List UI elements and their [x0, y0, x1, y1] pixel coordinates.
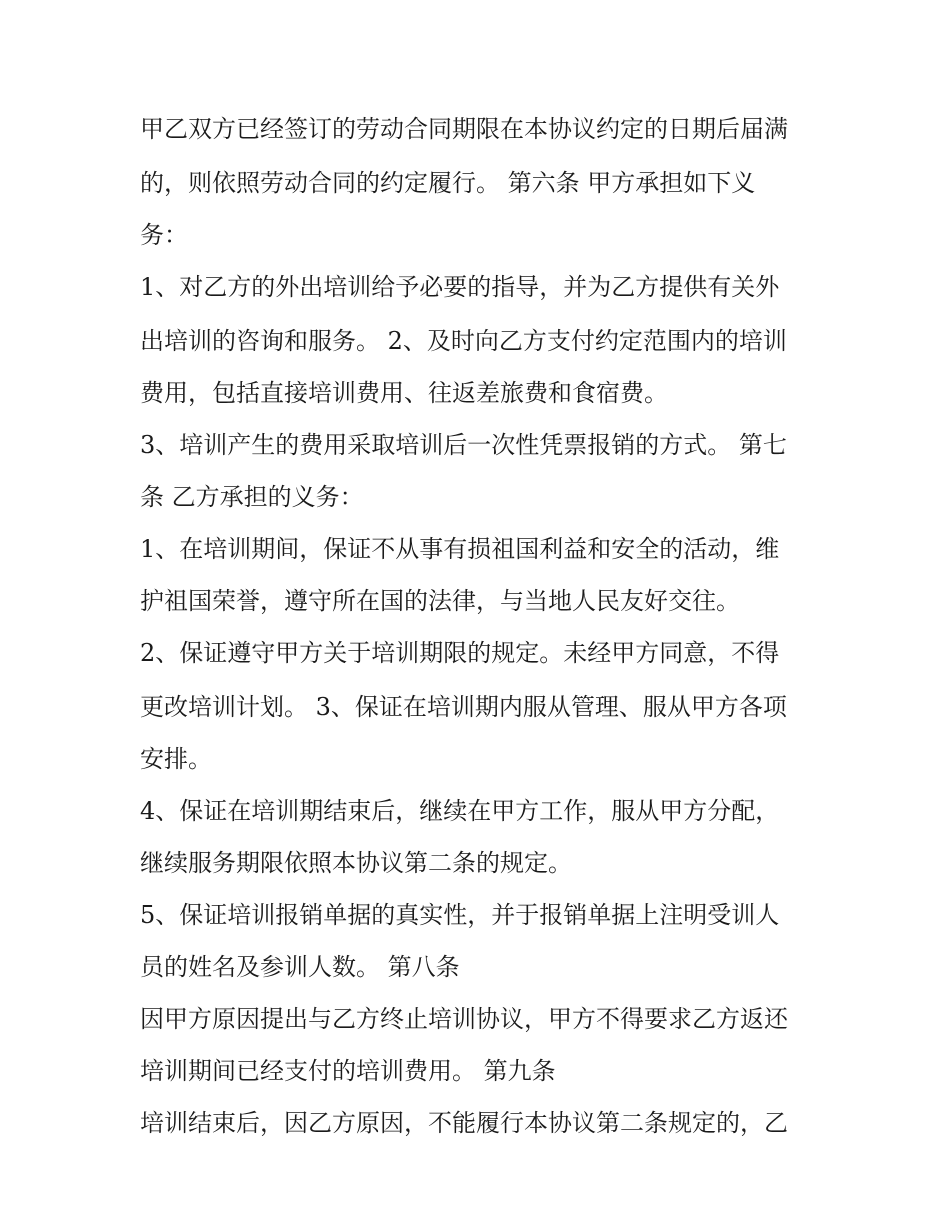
text-line: 继续服务期限依照本协议第二条的规定。: [140, 849, 572, 877]
text-line: 5、保证培训报销单据的真实性，并于报销单据上注明受训人: [140, 901, 780, 929]
text-line: 1、在培训期间，保证不从事有损祖国利益和安全的活动，维: [140, 535, 780, 563]
text-line: 2、保证遵守甲方关于培训期限的规定。未经甲方同意，不得: [140, 639, 780, 667]
text-line: 4、保证在培训期结束后，继续在甲方工作，服从甲方分配，: [140, 797, 780, 825]
text-line: 因甲方原因提出与乙方终止培训协议，甲方不得要求乙方返还: [140, 1005, 788, 1033]
text-line: 护祖国荣誉，遵守所在国的法律，与当地人民友好交往。: [140, 587, 740, 615]
text-line: 甲乙双方已经签订的劳动合同期限在本协议约定的日期后届满: [140, 115, 788, 143]
text-line: 1、对乙方的外出培训给予必要的指导，并为乙方提供有关外: [140, 273, 780, 301]
text-line: 费用，包括直接培训费用、往返差旅费和食宿费。: [140, 379, 668, 407]
text-line: 更改培训计划。 3、保证在培训期内服从管理、服从甲方各项: [140, 693, 787, 721]
text-line: 的，则依照劳动合同的约定履行。 第六条 甲方承担如下义: [140, 169, 756, 197]
text-line: 培训期间已经支付的培训费用。 第九条: [140, 1057, 556, 1085]
text-line: 出培训的咨询和服务。 2、及时向乙方支付约定范围内的培训: [140, 327, 787, 355]
text-line: 务：: [140, 221, 188, 249]
text-line: 条 乙方承担的义务：: [140, 483, 364, 511]
text-line: 3、培训产生的费用采取培训后一次性凭票报销的方式。 第七: [140, 431, 787, 459]
text-line: 培训结束后，因乙方原因，不能履行本协议第二条规定的，乙: [140, 1109, 788, 1137]
body-text: [140, 102, 820, 1150]
text-line: 安排。: [140, 745, 212, 773]
text-line: 员的姓名及参训人数。 第八条: [140, 953, 460, 981]
